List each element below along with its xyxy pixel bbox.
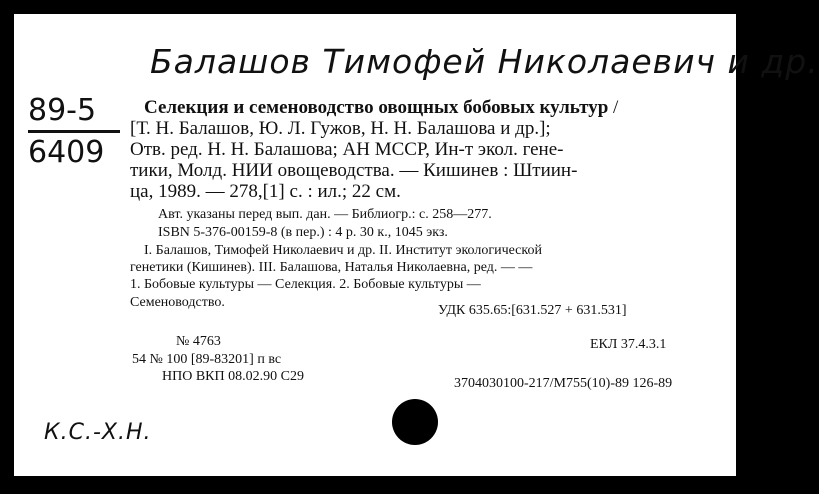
notes-line-5: 1. Бобовые культуры — Селекция. 2. Бобовые культуры — (130, 277, 481, 292)
udk-code: УДК 635.65:[631.527 + 631.531] (438, 303, 627, 318)
handwritten-note: К.С.-Х.Н. (44, 420, 152, 445)
shelfmark-line-1: 89-5 (28, 93, 97, 128)
handwritten-author-name: Балашов Тимофей Николаевич и др. (150, 42, 819, 81)
description-line-5: ца, 1989. — 278,[1] с. : ил.; 22 см. (130, 181, 401, 202)
punch-hole (392, 399, 438, 445)
description-line-4: тики, Молд. НИИ овощеводства. — Кишинев : Штиин- (130, 160, 578, 181)
npo-line: НПО ВКП 08.02.90 С29 (162, 369, 304, 384)
description-line-3: Отв. ред. Н. Н. Балашова; АН МССР, Ин-т экол. гене- (130, 139, 564, 160)
catalog-card (14, 14, 819, 476)
title-separator: / (608, 97, 619, 118)
index-code: 3704030100-217/М755(10)-89 126-89 (454, 376, 673, 391)
ekl-code: ЕКЛ 37.4.3.1 (590, 337, 667, 352)
notes-line-6: Семеноводство. (130, 295, 225, 310)
description-line-2: [Т. Н. Балашов, Ю. Л. Гужов, Н. Н. Балашова и др.]; (130, 118, 551, 139)
shelfmark-divider (28, 130, 120, 133)
notes-line-3: I. Балашов, Тимофей Николаевич и др. II. Институт экологической (144, 243, 542, 258)
description-line-1 (144, 98, 618, 119)
notes-line-4: генетики (Кишинев). III. Балашова, Наталья Николаевна, ред. — — (130, 260, 533, 275)
isbn-line: ISBN 5-376-00159-8 (в пер.) : 4 р. 30 к., 1045 экз. (158, 225, 448, 240)
notes-line-1: Авт. указаны перед вып. дан. — Библиогр.: с. 258—277. (158, 207, 492, 222)
shelfmark-line-2: 6409 (28, 135, 105, 170)
book-title: Селекция и семеноводство овощных бобовых культур (144, 97, 609, 118)
order-line: 54 № 100 [89-83201] п вс (132, 352, 282, 367)
record-number: № 4763 (176, 334, 221, 349)
